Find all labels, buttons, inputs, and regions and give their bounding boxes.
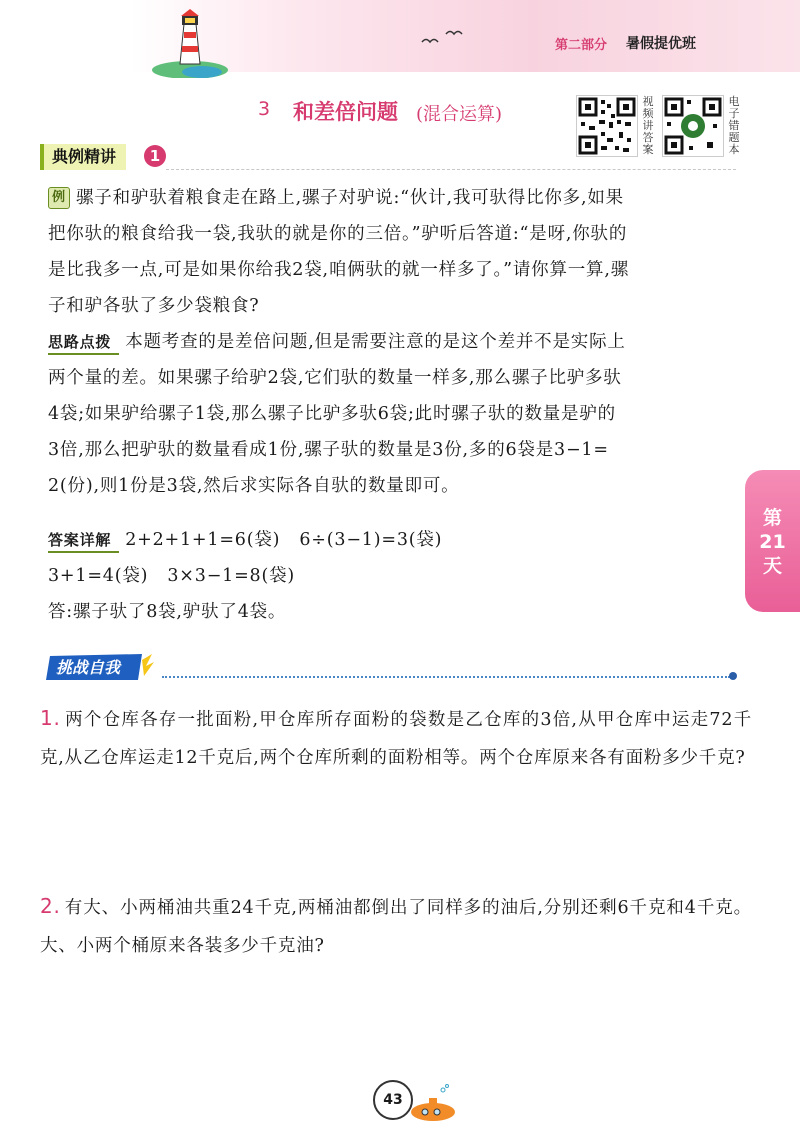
challenge-divider	[162, 676, 730, 678]
question-text: 两个仓库各存一批面粉,甲仓库所存面粉的袋数是乙仓库的3倍,从甲仓库中运走72千克,从乙仓库运走12千克后,两个仓库所剩的面粉相等。两个仓库原来各有面粉多少千克?	[40, 710, 752, 768]
lesson-title: 和差倍问题	[293, 100, 398, 124]
problem-line: 骡子和驴驮着粮食走在路上,骡子对驴说:“伙计,我可驮得比你多,如果	[76, 188, 624, 208]
question-number: 1.	[40, 706, 61, 730]
hint-line: 本题考查的是差倍问题,但是需要注意的是这个差并不是实际上	[125, 332, 626, 352]
hint-block	[48, 324, 748, 504]
problem-line: 子和驴各驮了多少袋粮食?	[48, 296, 260, 316]
header-course: 暑假提优班	[626, 36, 696, 52]
question-1	[40, 699, 752, 777]
question-2	[40, 887, 752, 965]
day-tab-prefix: 第	[762, 507, 782, 529]
hint-label: 思路点拨	[48, 331, 119, 355]
answer-block	[48, 522, 748, 630]
question-text: 有大、小两桶油共重24千克,两桶油都倒出了同样多的油后,分别还剩6千克和4千克。大、小两个桶原来各装多少千克油?	[40, 898, 752, 956]
day-tab-number: 21	[759, 531, 786, 553]
section-divider	[166, 169, 736, 170]
example-mark: 例	[48, 187, 70, 209]
birds-icon	[420, 26, 466, 48]
challenge-label: 挑战自我	[56, 658, 121, 677]
challenge-divider-dot	[729, 672, 737, 680]
answer-line: 答:骡子驮了8袋,驴驮了4袋。	[48, 602, 287, 622]
challenge-label-badge	[46, 652, 154, 682]
day-tab	[745, 470, 800, 612]
hint-line: 2(份),则1份是3袋,然后求实际各自驮的数量即可。	[48, 476, 460, 496]
hint-line: 两个量的差。如果骡子给驴2袋,它们驮的数量一样多,那么骡子比驴多驮	[48, 368, 622, 388]
hint-line: 4袋;如果驴给骡子1袋,那么骡子比驴多驮6袋;此时骡子驮的数量是驴的	[48, 404, 616, 424]
answer-line: 2+2+1+1=6(袋) 6÷(3−1)=3(袋)	[125, 530, 443, 550]
hint-line: 3倍,那么把驴驮的数量看成1份,骡子驮的数量是3份,多的6袋是3−1=	[48, 440, 609, 460]
answer-line: 3+1=4(袋) 3×3−1=8(袋)	[48, 566, 296, 586]
section-badge: 1	[144, 145, 166, 167]
submarine-icon	[403, 1084, 463, 1124]
lesson-number: 3	[258, 98, 271, 120]
problem-line: 把你驮的粮食给我一袋,我驮的就是你的三倍。”驴听后答道:“是呀,你驮的	[48, 224, 628, 244]
answer-label: 答案详解	[48, 529, 119, 553]
day-tab-suffix: 天	[762, 555, 782, 577]
lighthouse-icon	[150, 8, 230, 78]
section-label-example: 典例精讲	[40, 144, 126, 170]
example-problem	[48, 180, 748, 324]
header-section: 第二部分	[555, 38, 608, 53]
question-number: 2.	[40, 894, 61, 918]
page-number: 43	[373, 1080, 413, 1120]
qr-code-icon[interactable]	[576, 95, 638, 157]
qr-label-video: 视频讲答案	[642, 95, 654, 156]
problem-line: 是比我多一点,可是如果你给我2袋,咱俩驮的就一样多了。”请你算一算,骡	[48, 260, 630, 280]
qr-label-error-book: 电子错题本	[728, 95, 740, 156]
qr-code-icon[interactable]	[662, 95, 724, 157]
lesson-subtitle: (混合运算)	[416, 104, 503, 125]
